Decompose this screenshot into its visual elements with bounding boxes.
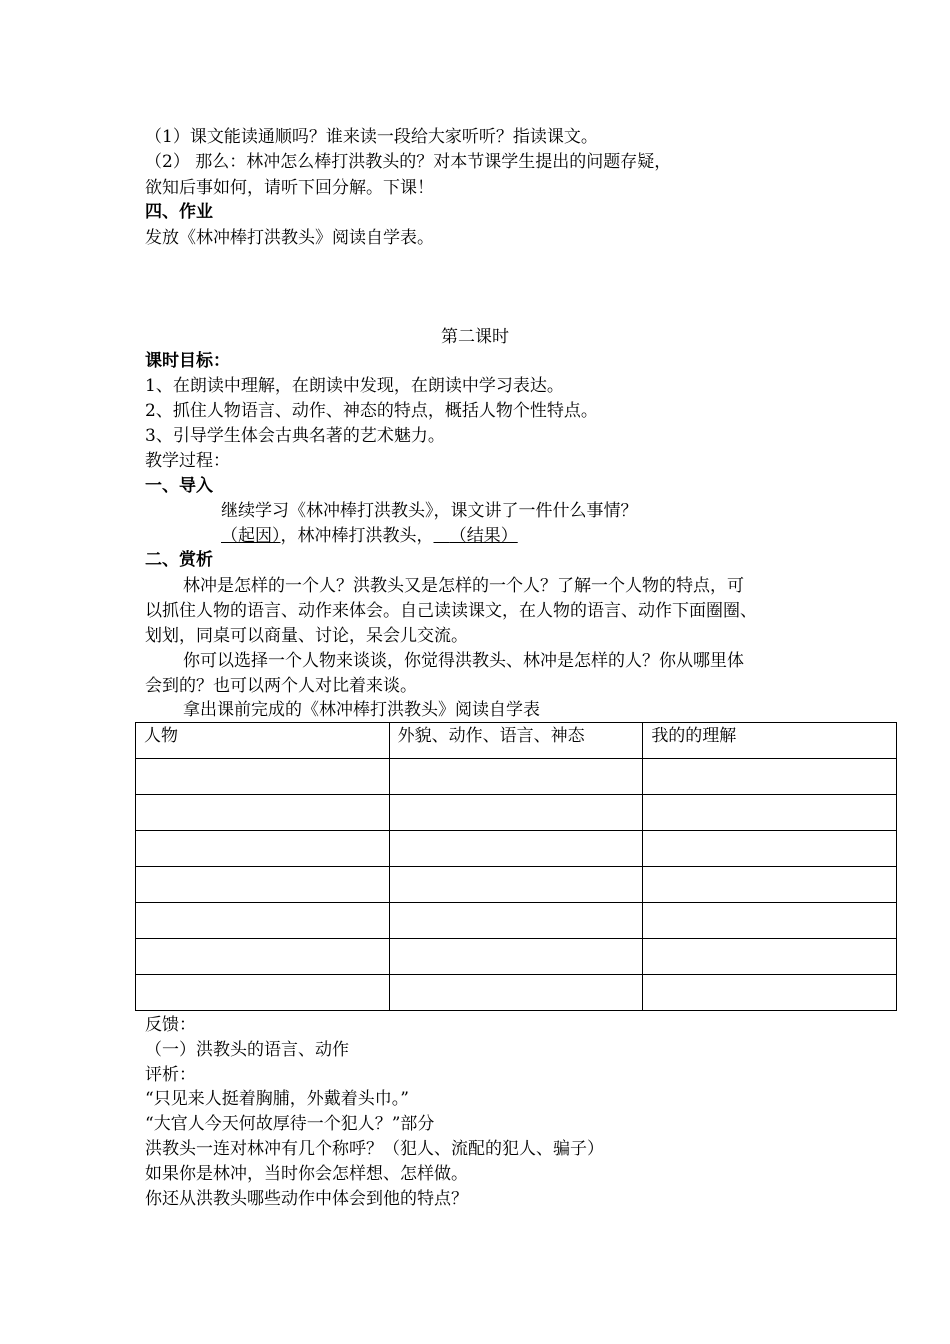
text-line: 欲知后事如何，请听下回分解。下课！	[145, 178, 434, 198]
table-cell[interactable]	[136, 867, 390, 903]
cause-result-line	[221, 525, 542, 547]
intro-question: 继续学习《林冲棒打洪教头》，课文讲了一件什么事情？	[221, 501, 638, 521]
table-cell[interactable]	[643, 903, 897, 939]
cause-blank: （起因）	[221, 526, 281, 546]
evaluation-label: 评析：	[145, 1065, 196, 1085]
table-cell[interactable]	[136, 903, 390, 939]
table-cell[interactable]	[643, 795, 897, 831]
table-header-cell: 人物	[136, 723, 390, 759]
goal-heading: 课时目标：	[145, 351, 230, 371]
goal-item: 2、抓住人物语言、动作、神态的特点，概括人物个性特点。	[145, 401, 598, 421]
quote-line: “大官人今天何故厚待一个犯人？”部分	[145, 1114, 435, 1134]
cause-result-mid: ，林冲棒打洪教头，	[280, 526, 434, 546]
question-line: 如果你是林冲，当时你会怎样想、怎样做。	[145, 1164, 468, 1184]
table-row	[136, 759, 897, 795]
table-cell[interactable]	[136, 831, 390, 867]
table-cell[interactable]	[643, 975, 897, 1011]
goal-item: 3、引导学生体会古典名著的艺术魅力。	[145, 426, 445, 446]
goal-item: 1、在朗读中理解，在朗读中发现，在朗读中学习表达。	[145, 376, 564, 396]
paragraph-line: 你可以选择一个人物来谈谈，你觉得洪教头、林冲是怎样的人？你从哪里体	[183, 651, 744, 671]
paragraph-line: 划划，同桌可以商量、讨论，呆会儿交流。	[145, 626, 468, 646]
text-line: 发放《林冲棒打洪教头》阅读自学表。	[145, 228, 434, 248]
feedback-subheading: （一）洪教头的语言、动作	[145, 1040, 349, 1060]
quote-line: “只见来人挺着胸脯，外戴着头巾。”	[145, 1089, 409, 1109]
table-cell[interactable]	[136, 939, 390, 975]
table-header-cell: 外貌、动作、语言、神态	[389, 723, 643, 759]
section-heading-homework: 四、作业	[145, 202, 213, 222]
table-cell[interactable]	[389, 759, 643, 795]
table-cell[interactable]	[389, 867, 643, 903]
table-cell[interactable]	[136, 759, 390, 795]
paragraph-line: 拿出课前完成的《林冲棒打洪教头》阅读自学表	[183, 700, 540, 720]
table-cell[interactable]	[643, 831, 897, 867]
table-row	[136, 795, 897, 831]
text-line: （2） 那么：林冲怎么棒打洪教头的？对本节课学生提出的问题存疑，	[145, 152, 672, 172]
self-study-table	[135, 722, 897, 1011]
table-header-cell: 我的的理解	[643, 723, 897, 759]
paragraph-line: 林冲是怎样的一个人？洪教头又是怎样的一个人？了解一个人物的特点，可	[183, 576, 744, 596]
result-blank	[434, 525, 542, 547]
table-row	[136, 831, 897, 867]
table-cell[interactable]	[389, 903, 643, 939]
paragraph-line: 会到的？也可以两个人对比着来谈。	[145, 676, 417, 696]
table-cell[interactable]	[389, 975, 643, 1011]
table-cell[interactable]	[136, 795, 390, 831]
table-row	[136, 903, 897, 939]
table-cell[interactable]	[136, 975, 390, 1011]
result-text: （结果）	[449, 526, 518, 546]
lesson-title: 第二课时	[441, 327, 509, 347]
table-cell[interactable]	[389, 831, 643, 867]
feedback-label: 反馈：	[145, 1015, 196, 1035]
text-line: （1）课文能读通顺吗？谁来读一段给大家听听？指读课文。	[145, 127, 598, 147]
table-row	[136, 867, 897, 903]
section-heading-intro: 一、导入	[145, 476, 213, 496]
process-label: 教学过程：	[145, 451, 230, 471]
table-cell[interactable]	[643, 939, 897, 975]
table-row	[136, 939, 897, 975]
paragraph-line: 以抓住人物的语言、动作来体会。自己读读课文，在人物的语言、动作下面圈圈、	[145, 601, 757, 621]
table-cell[interactable]	[389, 939, 643, 975]
table-header-row	[136, 723, 897, 759]
question-line: 洪教头一连对林冲有几个称呼？（犯人、流配的犯人、骗子）	[145, 1139, 604, 1159]
table-cell[interactable]	[643, 759, 897, 795]
table-cell[interactable]	[643, 867, 897, 903]
section-heading-analysis: 二、赏析	[145, 550, 213, 570]
table-row	[136, 975, 897, 1011]
table-cell[interactable]	[389, 795, 643, 831]
question-line: 你还从洪教头哪些动作中体会到他的特点？	[145, 1189, 468, 1209]
